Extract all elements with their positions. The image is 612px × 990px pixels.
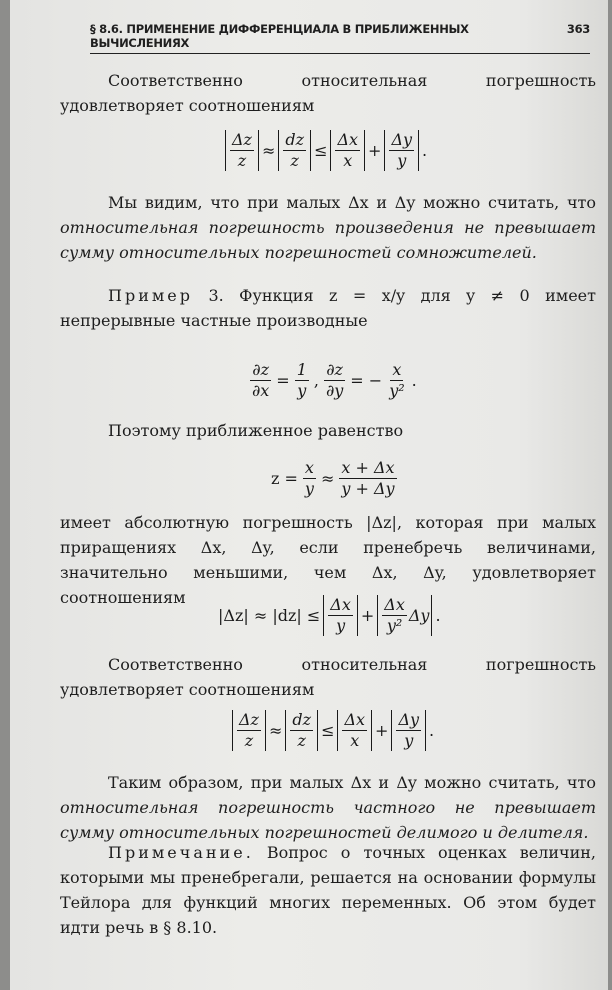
paragraph-3: Пример 3. Функция z = x/y для y ≠ 0 имеет непрерывные частные производные [60, 286, 596, 330]
paragraph-7: Таким образом, при малых Δx и Δy можно считать, что относительная погрешность частного не превышает сумму относительных погрешностей делимого и делителя. [60, 773, 596, 842]
paragraph-2: Мы видим, что при малых Δx и Δy можно считать, что относительная погрешность произведения не превышает сумму относительных погрешностей сомножителей. [60, 193, 596, 262]
paragraph-note: Примечание. Вопрос о точных оценках величин, которыми мы пренебрегали, решается на основании формулы Тейлора для функций многих переменных. Об этом будет идти речь в § 8.10. [60, 843, 596, 937]
formula-approx-equality: z = $\frac{x}{y}$ ≈ $\frac{x + \Delta x}{y + \Delta y}$ [271, 458, 395, 498]
paragraph-6: Соответственно относительная погрешность удовлетворяет соотношениям [60, 655, 596, 699]
page-number: 363 [566, 22, 590, 36]
running-head [90, 22, 590, 54]
formula-relative-error-quotient: $\frac{\Delta z}{z}$ ≈ $\frac{dz}{z}$ ≤ $\frac{\Delta x}{x}$ + $\frac{\Delta y}{y}$ . [232, 710, 437, 751]
formula-partial-derivatives: $\frac{\partial z}{\partial x}$ = $\frac{1}{y}$ , $\frac{\partial z}{\partial y}$ = − $\frac{x}{\text{y²}}$ . [252, 360, 417, 400]
paragraph-4: Поэтому приближенное равенство [108, 421, 404, 440]
book-page [10, 0, 608, 990]
section-title: § 8.6. ПРИМЕНЕНИЕ ДИФФЕРЕНЦИАЛА В ПРИБЛИЖЕННЫХ ВЫЧИСЛЕНИЯХ [90, 22, 469, 50]
paragraph-5: имеет абсолютную погрешность |Δz|, которая при малых приращениях Δx, Δy, если пренебречь величинами, значительно меньшими, чем Δx, Δy, удовлетворяет соотношениям [60, 513, 596, 607]
formula-relative-error-product: $\frac{\Delta z}{z}$ ≈ $\frac{dz}{z}$ ≤ $\frac{\Delta x}{x}$ + $\frac{\Delta y}{y}$ . [225, 130, 430, 171]
paragraph-1: Соответственно относительная погрешность удовлетворяет соотношениям [60, 71, 596, 115]
formula-absolute-error: |Δz| ≈ |dz| ≤ $\frac{\Delta x}{y}$ + $\frac{\Delta x}{\text{y²}}$ Δy . [218, 595, 441, 635]
